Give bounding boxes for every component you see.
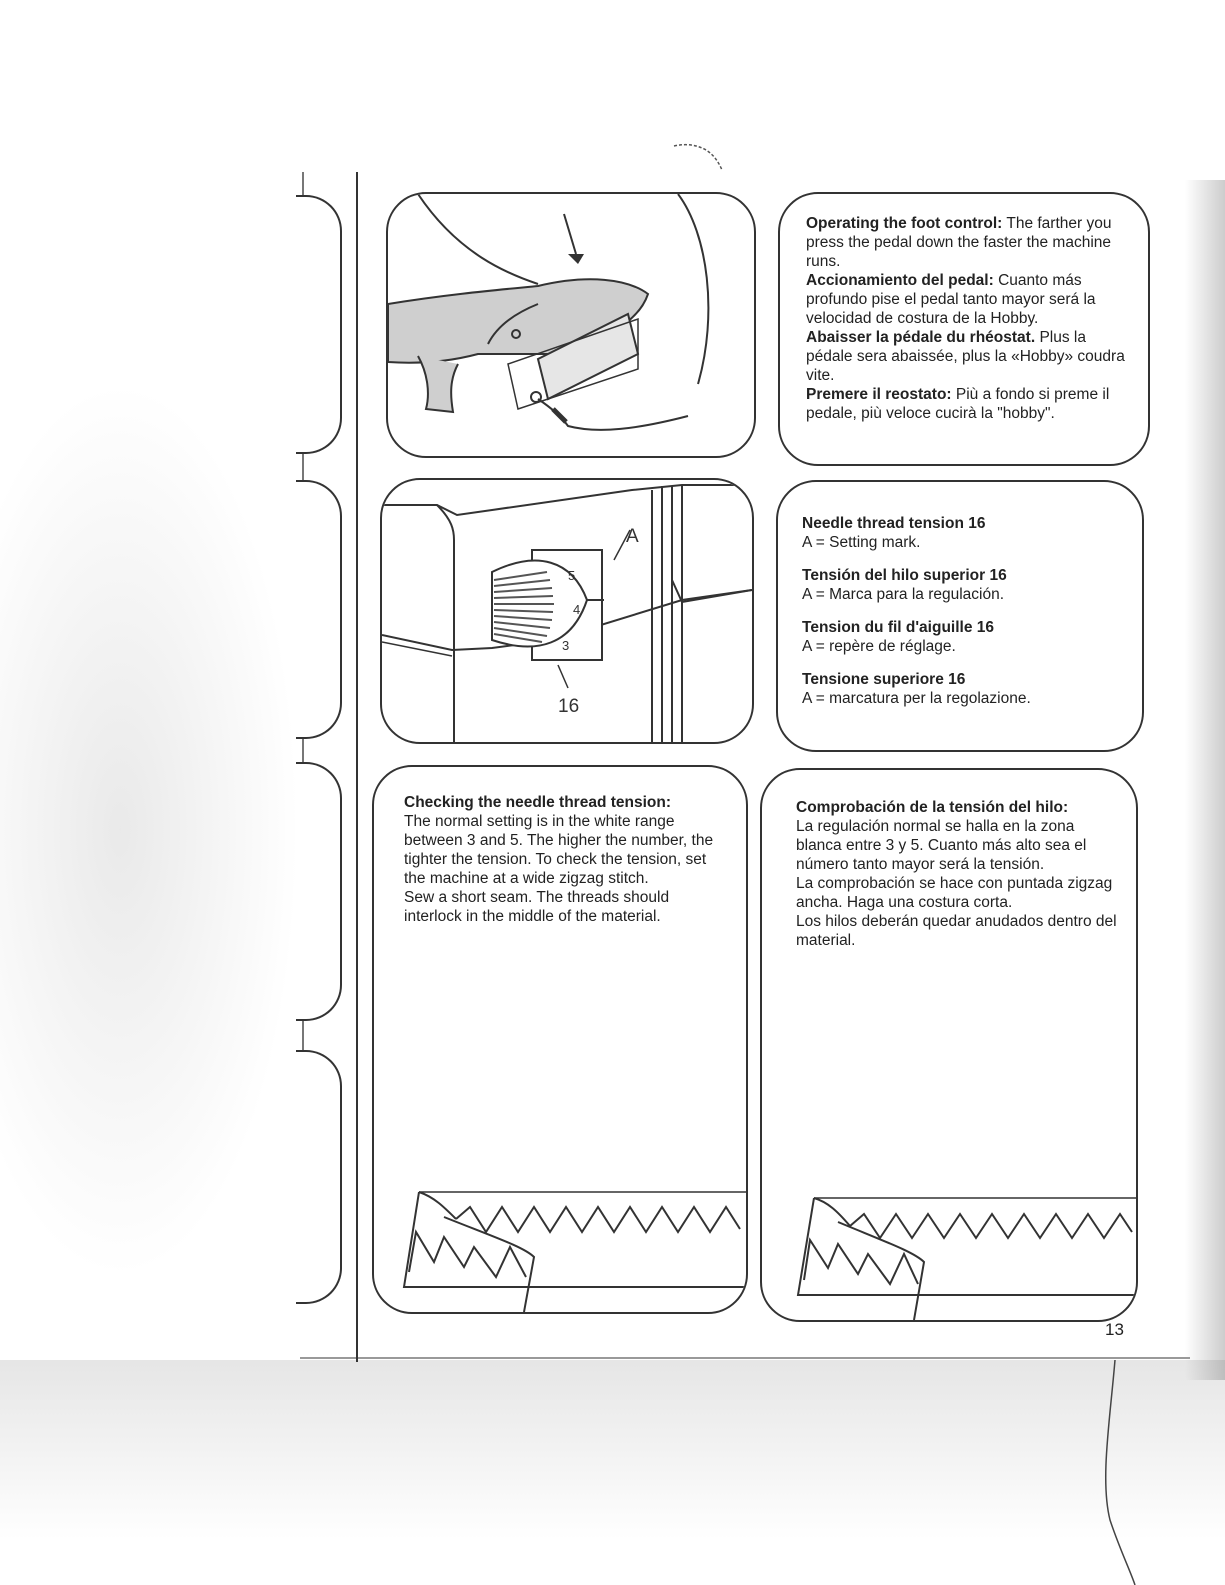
page-spine [356,172,358,1362]
needle-tension-text [802,514,1122,708]
foot-control-illustration [386,192,756,458]
scan-shadow-left [0,380,300,1280]
foot-control-text-panel [778,192,1150,466]
scan-shadow-bottom [0,1360,1225,1585]
text-es: Cuanto más profundo pise el pedal tanto mayor será la velocidad de costura de la Hobby. [806,272,1096,327]
text-it: A = marcatura per la regolazione. [802,690,1031,707]
heading-en: Needle thread tension 16 [802,515,986,532]
checking-tension-en-panel [372,765,748,1314]
side-tab-3 [296,762,342,1021]
side-tab-4 [296,1050,342,1304]
tension-dial-drawing [382,480,752,742]
text-es-2: La comprobación se hace con puntada zigzag ancha. Haga una costura corta. [796,875,1113,911]
text-en: The farther you press the pedal down the faster the machine runs. [806,215,1112,270]
setting-mark-label: A [626,526,639,547]
text-it: Più a fondo si preme il pedale, più veloce cucirà la "hobby". [806,386,1110,422]
text-en: A = Setting mark. [802,534,921,551]
foot-control-text [806,214,1128,423]
side-tab-1 [296,195,342,454]
dial-callout-16: 16 [558,696,580,717]
text-en-1: The normal setting is in the white range between 3 and 5. The higher the number, the tighter the tension. To check the tension, set the machine at a wide zigzag stitch. [404,813,714,887]
tension-dial-illustration [380,478,754,744]
heading-en: Checking the needle thread tension: [404,794,671,811]
heading-fr: Abaisser la pédale du rhéostat. [806,329,1036,346]
zigzag-stitch-drawing-es [762,770,1136,1320]
needle-tension-text-panel [776,480,1144,752]
dial-number-5: 5 [568,568,576,583]
heading-it: Premere il reostato: [806,386,952,403]
heading-it: Tensione superiore 16 [802,671,966,688]
heading-es: Tensión del hilo superior 16 [802,567,1007,584]
text-es: A = Marca para la regulación. [802,586,1005,603]
text-es-1: La regulación normal se halla en la zona blanca entre 3 y 5. Cuanto más alto sea el número tanto mayor será la tensión. [796,818,1087,873]
zigzag-stitch-drawing [374,767,746,1312]
text-fr: A = repère de réglage. [802,638,956,655]
heading-en: Operating the foot control: [806,215,1003,232]
scan-shadow-right [1185,180,1225,1380]
dial-number-3: 3 [562,638,570,653]
heading-es: Accionamiento del pedal: [806,272,994,289]
text-es-3: Los hilos deberán quedar anudados dentro del material. [796,913,1117,949]
dial-number-4: 4 [573,602,581,617]
checking-tension-es-panel [760,768,1138,1322]
scan-edge-line [1080,1360,1140,1585]
heading-fr: Tension du fil d'aiguille 16 [802,619,995,636]
page-number: 13 [1105,1320,1124,1339]
side-tab-2 [296,480,342,739]
text-en-2: Sew a short seam. The threads should interlock in the middle of the material. [404,889,670,925]
heading-es: Comprobación de la tensión del hilo: [796,799,1069,816]
text-fr: Plus la pédale sera abaissée, plus la «Hobby» coudra vite. [806,329,1125,384]
foot-pedal-drawing [388,194,754,456]
